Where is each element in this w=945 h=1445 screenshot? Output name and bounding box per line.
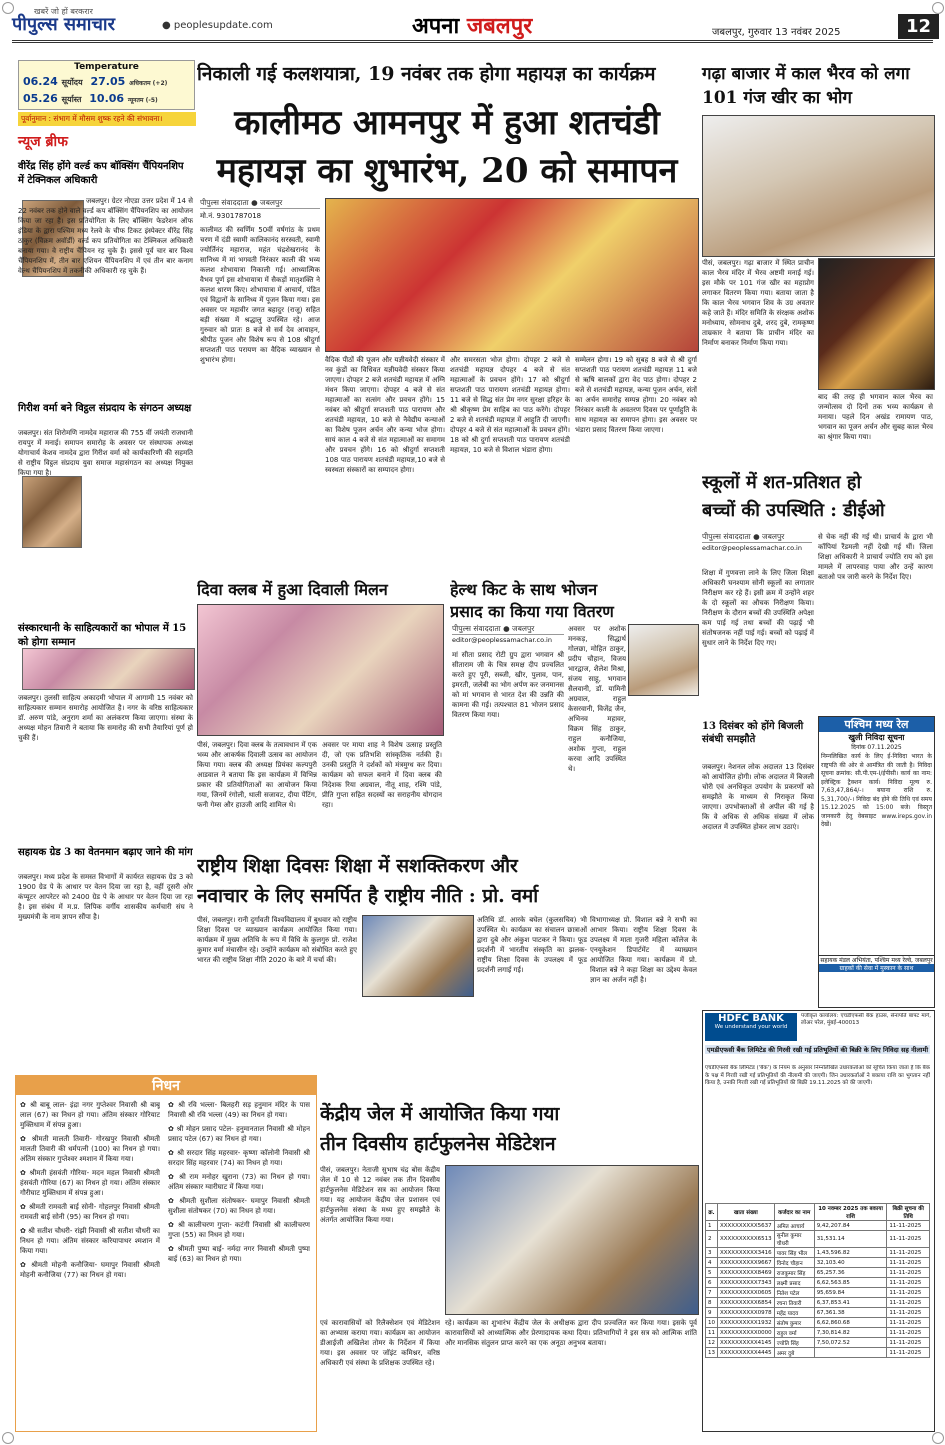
table-cell: 11-11-2025	[887, 1328, 930, 1338]
table-cell: XXXXXXXXXX5637	[718, 1221, 775, 1231]
table-header: बिक्री सूचना की तिथि	[887, 1204, 930, 1221]
registration-mark	[932, 2, 944, 14]
table-cell: 11-11-2025	[887, 1318, 930, 1328]
kaal-bhairav-headline[interactable]: गढ़ा बाजार में काल भैरव को लगा 101 गंज खीर का भोग	[702, 64, 910, 108]
obituary-item: ✿ श्री सरदार सिंह महरवार- कृष्णा कॉलोनी निवासी श्री सरदार सिंह महरवार (74) का निधन हो गया।	[168, 1149, 310, 1167]
hdfc-auction-notice	[702, 1010, 935, 1432]
table-cell: 7	[706, 1288, 718, 1298]
table-cell: 9,42,207.84	[814, 1221, 887, 1231]
obituary-item: ✿ श्री सतीश चौधरी- रांझी निवासी श्री सतीश चौधरी का निधन हो गया। अंतिम संस्कार करियापाथर श्मशान में किया गया।	[20, 1227, 160, 1255]
table-cell: रचना तिवारी	[774, 1298, 814, 1308]
dateline: जबलपुर, गुरुवार 13 नवंबर 2025	[712, 27, 841, 38]
schools-body: शिक्षा में गुणवत्ता लाने के लिए जिला शिक्षा अधिकारी घनश्याम सोनी स्कूलों का लगातार निरीक्षण कर रहे हैं। इसी क्रम में उन्होंने शहर के दो स्कूलों का औचक निरीक्षण किया। निरीक्षण के दौरान बच्चों की उपस्थिति अपेक्षा कम पाई गई तथा बच्चों की पढ़ाई भी संतोषजनक नहीं पाई गई। बच्चों को पढ़ाई में सुधार लाने के निर्देश दिए गए।	[702, 569, 814, 647]
table-cell: विनोद चौहान	[774, 1258, 814, 1268]
railway-notice-body: निम्नलिखित कार्य के लिए ई-निविदा भारत के राष्ट्रपति की ओर से आमंत्रित की जाती है। निविदा सूचना क्रमांक: सी.पी.एम-I/ईपीसी। कार्य का नाम: इलेक्ट्रिक ट्रैक्शन कार्य। निविदा मूल्य रु. 7,63,47,864/-। बयाना राशि रु. 5,31,700/-। निविदा बंद होने की तिथि एवं समय 15.12.2025 को 15:00 बजे। विस्तृत जानकारी हेतु वेबसाइट www.ireps.gov.in देखें।	[821, 753, 932, 828]
lead-photo-kalash-yatra	[325, 198, 699, 352]
health-photo	[628, 624, 699, 696]
masthead	[12, 7, 933, 43]
section-title-b: जबलपुर	[466, 14, 533, 39]
table-cell: 10	[706, 1318, 718, 1328]
hdfc-logo	[705, 1013, 797, 1041]
table-cell: XXXXXXXXXX8469	[718, 1268, 775, 1278]
railway-footer: सहायक मंडल अभियंता, पश्चिम मध्य रेल्वे, जबलपुर	[820, 957, 933, 964]
table-cell: अमर दुबे	[774, 1348, 814, 1358]
table-cell: XXXXXXXXXX3416	[718, 1248, 775, 1258]
table-cell: XXXXXXXXXX0000	[718, 1328, 775, 1338]
table-cell: 9	[706, 1308, 718, 1318]
table-cell: 3	[706, 1248, 718, 1258]
table-cell	[814, 1348, 887, 1358]
table-cell: 2	[706, 1231, 718, 1248]
table-cell: 6,62,860.68	[814, 1318, 887, 1328]
kaal-bhairav-photo-crowd	[702, 115, 935, 257]
table-cell: 11-11-2025	[887, 1231, 930, 1248]
obituary-item: ✿ श्रीमती पुष्पा बाई- नर्मदा नगर निवासी श्रीमती पुष्पा बाई (63) का निधन हो गया।	[168, 1245, 310, 1263]
table-cell: नितेश पटेल	[774, 1288, 814, 1298]
table-row	[706, 1231, 930, 1248]
table-cell: महेंद्र यादव	[774, 1308, 814, 1318]
hdfc-address: पंजीकृत कार्यालय: एचडीएफसी बैंक हाउस, सेनापति बापट मार्ग, लोअर परेल, मुंबई-400013	[801, 1013, 931, 1026]
lead-column-2: वैदिक पीठों की पूजन और यज्ञीयवेदी संस्कार में नव कुंडों का विधिवत यज्ञीयवेदी संस्कार किया जाएगा। दोपहर 2 बजे शतचंडी महायज्ञ में अग्नि मंथन किया जाएगा। दोपहर 4 बजे से संत महात्माओं का सत्संग और प्रवचन होंगे। 15 नवंबर को श्रीदुर्गा सप्तशती पाठ पारायण और शतचंडी महायज्ञ, 10 बजे से नैवेद्यीय कन्याओं का विशेष पूजन अर्चन और कन्या भोज होगा। सायं काल 4 बजे से संत महात्माओं का समागम और प्रवचन होंगे। 16 को श्रीदुर्गा सप्तशती 108 पाठ पारायण शतचंडी महायज्ञ,10 बजे से स्वस्थता संस्कारों का सम्पादन होगा।	[325, 356, 445, 474]
hdfc-notice-title: एमडीएफसी बैंक लिमिटेड की गिरवी रखी गई प्रतिभूतियों की बिक्री के लिए निविदा सह नीलामी	[706, 1046, 929, 1054]
table-cell: राजकुमार सिंह	[774, 1268, 814, 1278]
shiksha-body-3: विभागाध्यक्ष प्रो. विशाल बन्ने ने सभी का आभार किया। राष्ट्रीय शिक्षा दिवस के उपलक्ष्य में माता गुजरी महिला कॉलेज के एनयूकेशन डिपार्टमेंट में व्याख्यान आयोजित किया गया। कार्यक्रम में प्रो. विशाल बन्ने ने कहा शिक्षा का उद्देश्य केवल ज्ञान का अर्जन नहीं है।	[590, 916, 697, 984]
jail-headline-2[interactable]: तीन दिवसीय हार्टफुलनेस मेडिटेशन	[320, 1133, 556, 1155]
sunrise-label: सूर्योदय	[61, 78, 83, 87]
table-cell: 6,62,563.85	[814, 1278, 887, 1288]
section-title-a: अपना	[412, 14, 460, 39]
table-cell: 12	[706, 1338, 718, 1348]
shiksha-body-2: अतिथि डॉ. आरके बघेल (कुलसचिव) भी उपस्थित थे। कार्यक्रम का संचालन छात्राओं द्वारा दुबे और अंकुश पाटकर ने किया। फूड प्रदर्शनी में भारतीय संस्कृति का झलक- राष्ट्रीय शिक्षा दिवस के उपलक्ष्य में फूड प्रदर्शनी लगाई गई।	[477, 916, 587, 974]
obituary-header: निधन	[16, 1076, 316, 1095]
railway-notice-date: दिनांक 07.11.2025	[851, 744, 902, 751]
table-cell: 11-11-2025	[887, 1268, 930, 1278]
section-title	[412, 10, 532, 40]
jail-photo	[445, 1165, 699, 1315]
max-temp-tag: अधिकतम (+2)	[129, 80, 168, 87]
lead-kicker[interactable]: निकाली गई कलशयात्रा, 19 नवंबर तक होगा महायज्ञ का कार्यक्रम	[197, 63, 656, 85]
table-cell: 11	[706, 1328, 718, 1338]
table-row	[706, 1298, 930, 1308]
logo[interactable]	[12, 7, 115, 36]
table-row	[706, 1308, 930, 1318]
shiksha-headline-2[interactable]: नवाचार के लिए समर्पित है राष्ट्रीय नीति : प्रो. वर्मा	[197, 885, 539, 907]
table-row	[706, 1328, 930, 1338]
schools-headline-1[interactable]: स्कूलों में शत-प्रतिशत हो	[702, 472, 862, 493]
schools-headline-2[interactable]: बच्चों की उपस्थिति : डीईओ	[702, 500, 885, 521]
railway-notice	[818, 716, 935, 1008]
table-cell: XXXXXXXXXX1932	[718, 1318, 775, 1328]
health-body: मां सीता प्रसाद रोटी ग्रुप द्वारा भगवान श्री सीताराम जी के चित्र समक्ष दीप प्रज्वलित करते हुए पूरी, सब्जी, खीर, पुलाव, पान, इमरती, जलेबी का भोग अर्पण कर जनमानस को मां भगवान से भारत देश की उन्नति की कामना की गई। तत्पश्चात 81 भोजन प्रसाद वितरण किया गया।	[452, 651, 564, 719]
table-header: 10 नवम्बर 2025 तक बकाया राशि	[814, 1204, 887, 1221]
table-cell: 11-11-2025	[887, 1221, 930, 1231]
table-row	[706, 1318, 930, 1328]
table-cell: XXXXXXXXXX0605	[718, 1288, 775, 1298]
brief-body: जबलपुर। ग्रेटर नोएडा उत्तर प्रदेश में 14 से 22 नवंबर तक होने वाले वर्ल्ड कप बॉक्सिंग चैंपियनशिप का आयोजन किया जा रहा है। इस प्रतियोगिता के लिए बॉक्सिंग फेडरेशन ऑफ इंडिया के द्वारा पश्चिम मध्य रेलवे के चीफ टिकट इंस्पेक्टर वीरेंद्र सिंह ठाकुर (विक्रम अवॉर्डी) वर्ल्ड कप प्रतियोगिता का टेक्निकल अधिकारी बनाया गया। वे राष्ट्रीय चैंपियन रह चुके हैं। इससे पूर्व चार बार विश्व चैंपियनशिप में, तीन बार एशियन चैंपियनशिप में एवं तीन बार कनाग वेल्थ चैंपियनशिप में तकनीकी अधिकारी रह चुके हैं।	[18, 197, 193, 275]
kaal-bhairav-body: पीसं, जबलपुर। गढ़ा बाजार में स्थित प्राचीन काल भैरव मंदिर में भैरव अष्टमी मनाई गई। इस मौके पर 101 गंज खीर का महाप्रोग लगाकर वितरण किया गया। बताया जाता है कि काल भैरव भगवान शिव के उग्र अवतार कहे जाते हैं। मंदिर समिति के संरक्षक अशोक मनोध्याय, सोमनाथ दुबे, शरद दुबे, रामकृष्ण ताम्रकार ने बताया कि प्राचीन मंदिर का निर्माण बनाकर निर्माण किया गया।	[702, 259, 814, 347]
shiksha-photo	[362, 915, 474, 997]
table-cell: अमित आचार्य	[774, 1221, 814, 1231]
hdfc-notice-body: एचडीएफसी बैंक लिमिटेड ('बैंक') के नियम के अनुसार निम्नलिखित उधारकर्ताओं को सूचित किया जाता है कि बैंक के पक्ष में गिरवी रखी गई प्रतिभूतियों की नीलामी की जाएगी। जिन उधारकर्ताओं ने बकाया राशि का भुगतान नहीं किया है, उनकी गिरवी रखी गई प्रतिभूतियों की बिक्री 19.11.2025 को की जाएगी।	[705, 1065, 930, 1086]
lead-column-1: कालीमठ की स्वर्णिम 50वीं वर्षगांठ के प्रथम चरण में दंडी स्वामी कालिकानंद सरस्वती, स्वामी ज्योर्तिनंद महाराज, महंत चंद्रशेखरानंद के सानिध्य में मां भगवती निरंकार काली की भव्य कलश शोभायात्रा निकाली गई। आध्यात्मिक वैभव पूर्ण इस शोभायात्रा में सैकड़ों मातृशक्ति ने कलश धारण किए। शोभायात्रा में आचार्य, पंडित एवं विद्वानों के सानिध्य में पूजन किया गया। इस अवसर पर महावीर जगत बहादुर (राजू) सहित बड़ी संख्या में श्रद्धालु उपस्थित रहे। आज गुरुवार को प्रातः 8 बजे से सर्व देव आवाहन, श्रीपीठ पूजन और विशेष रूप से 108 श्रीदुर्गा सप्तशती पाठ परायण का वैदिक व्याख्यान से शुभारंभ होगा।	[200, 226, 320, 364]
obituary-item: ✿ श्रीमती हंसवंती गौरिया- मदन महल निवासी श्रीमती हंसवंती गौरिया (67) का निधन हो गया। अंतिम संस्कार गौरीघाट मुक्तिधाम में संपन्न हुआ।	[20, 1169, 160, 1197]
brief-headline[interactable]: गिरीश वर्मा बने विट्ठल संप्रदाय के संगठन अध्यक्ष	[18, 403, 192, 414]
jail-body-2: एवं कारावासियों को रिलैक्सेशन एवं मेडिटेशन का अभ्यास कराया गया। कार्यक्रम का आयोजन डीआईजी अखिलेश तोमर के निर्देशन में किया गया। इस अवसर पर जॉइंट कमिश्नर, वरिष्ठ अधिकारी एवं संस्था के प्रशिक्षक उपस्थित रहे।	[320, 1319, 440, 1367]
sunrise-time: 06.24	[23, 75, 58, 88]
lead-byline: पीपुल्स संवाददाता ● जबलपुर	[200, 198, 320, 209]
temperature-title: Temperature	[74, 62, 139, 72]
brief-body: जबलपुर। संत शिरोमणि नामदेव महाराज की 755 वीं जयंती राजधानी रायपुर में मनाई। समापन समारोह के अवसर पर संस्थापक अध्यक्ष योगाचार्य केशव नामदेव द्वारा गिरीश वर्मा को कार्यकारिणी की सहमति से राष्ट्रीय विट्ठल संप्रदाय युवा समाज महासंगठन का अध्यक्ष नियुक्त किया गया है।	[18, 429, 193, 477]
obituary-item: ✿ श्रीमती सुशीला संतोषकर- घमापुर निवासी श्रीमती सुशीला संतोषकर (70) का निधन हो गया।	[168, 1197, 310, 1215]
table-cell: XXXXXXXXXX6513	[718, 1231, 775, 1248]
site-url-text: peoplesupdate.com	[173, 20, 273, 31]
table-cell: 32,103.40	[814, 1258, 887, 1268]
schools-body-2: से चेक नहीं की गई थी। प्राचार्य के द्वारा भी कॉपियां रैंडमली नहीं देखी गई थीं। जिला शिक्षा अधिकारी ने प्राचार्य ज्योति राय को इस मामले में लापरवाह पाया और उन्हें कारण बताओ पत्र जारी करने के निर्देश दिए।	[818, 533, 933, 581]
table-header: कर्जदार का नाम	[774, 1204, 814, 1221]
logo-text: पीपुल्स समाचार	[12, 14, 115, 35]
registration-mark	[2, 1432, 14, 1444]
hdfc-brand: HDFC BANK	[718, 1013, 784, 1024]
sunset-time: 05.26	[23, 92, 58, 105]
kaal-bhairav-body-2: बाद की तरह ही भगवान काल भैरव का जन्मोत्सव दो दिनों तक भव्य कार्यक्रम से मनाया। पहले दिन अखंड रामायण पाठ, भगवान का पूजन अर्चन और सुबह काल भैरव का श्रृंगार किया गया।	[818, 393, 933, 441]
diwali-photo-group	[197, 604, 444, 736]
obituary-item: ✿ श्री रवि भल्ला- बिलहरी सड़ हनुमान मंदिर के पास निवासी श्री रवि भल्ला (49) का निधन हो गया।	[168, 1101, 310, 1119]
jail-headline-1[interactable]: केंद्रीय जेल में आयोजित किया गया	[320, 1103, 560, 1125]
schools-email[interactable]: editor@peoplessamachar.co.in	[702, 544, 802, 552]
lead-headline-2[interactable]: महायज्ञ का शुभारंभ, 20 को समापन	[216, 151, 678, 191]
table-cell: 11-11-2025	[887, 1298, 930, 1308]
lok-adalat-body: जबलपुर। नेशनल लोक अदालत 13 दिसंबर को आयोजित होगी। लोक अदालत में बिजली चोरी एवं अनधिकृत उपयोग के प्रकरणों को समझौते के माध्यम से निराकृत किया जाएगा। उपभोक्ताओं से अपील की गई है कि वे अधिक से अधिक संख्या में लोक अदालत में उपस्थित होकर लाभ उठाएं।	[702, 763, 814, 831]
table-cell: 65,257.36	[814, 1268, 887, 1278]
table-row	[706, 1221, 930, 1231]
table-cell: पावर सिंह भील	[774, 1248, 814, 1258]
shiksha-headline-1[interactable]: राष्ट्रीय शिक्षा दिवसः शिक्षा में सशक्तिकरण और	[197, 855, 518, 877]
obituary-item: ✿ श्रीमती रामवती बाई सोनी- गोहलपुर निवासी श्रीमती रामवती बाई सोनी (95) का निधन हो गया।	[20, 1203, 160, 1221]
diwali-body-2: अवसर पर माया शाह ने विशेष उत्साह प्रस्तुति दी, जो एक प्रतिभशि सांस्कृतिक नर्तकी हैं। उनकी प्रस्तुति ने दर्शकों को मंत्रमुग्ध कर दिया। कार्यक्रम को सफल बनाने में दिवा क्लब की निदेशक रिया अग्रवाल, नीतू शाह, रश्मि पांडे, प्रीति गुप्ता सहित सदस्यों का सराहनीय योगदान रहा।	[322, 741, 442, 809]
jail-body-3: रहे। कार्यक्रम का शुभारंभ केंद्रीय जेल के अधीक्षक द्वारा दीप प्रज्वलित कर किया गया। इसके पूर्व कारावासियों को आध्यात्मिक और प्रेरणादायक कथा दिया। प्रतिभागियों ने इस सत्र को आत्मिक शांति और मानसिक संतुलन प्राप्त करने का एक अनूठा अनुभव बताया।	[445, 1319, 697, 1347]
obituary-item: ✿ श्री राम मनोहर खुराना (73) का निधन हो गया। अंतिम संस्कार ग्वारीघाट में किया गया।	[168, 1173, 310, 1191]
health-email[interactable]: editor@peoplessamachar.co.in	[452, 636, 552, 644]
min-temp: 10.06	[89, 92, 125, 105]
hdfc-table	[705, 1203, 930, 1358]
schools-byline: पीपुल्स संवाददाता ● जबलपुर	[702, 532, 812, 543]
table-row	[706, 1348, 930, 1358]
table-cell: 7,50,072.52	[814, 1338, 887, 1348]
railway-header: पश्चिम मध्य रेल	[819, 717, 934, 732]
min-temp-tag: न्यूनतम (-5)	[127, 97, 158, 104]
table-cell: 11-11-2025	[887, 1338, 930, 1348]
table-cell: 11-11-2025	[887, 1308, 930, 1318]
obituary-box	[15, 1075, 317, 1432]
obituary-item: ✿ श्री बाबू लाल- इंद्रा नगर गुप्तेश्वर निवासी श्री बाबू लाल (67) का निधन हो गया। अंतिम संस्कार गोरियाट मुक्तिधाम में संपन्न हुआ।	[20, 1101, 160, 1129]
table-cell: 11-11-2025	[887, 1248, 930, 1258]
sunrise-row	[23, 75, 167, 88]
temperature-box	[18, 60, 195, 110]
lead-headline-1[interactable]: कालीमठ आमनपुर में हुआ शतचंडी	[234, 103, 660, 143]
jail-body: पीसं, जबलपुर। नेताजी सुभाष चंद्र बोस केंद्रीय जेल में 10 से 12 नवंबर तक तीन दिवसीय हार्टफुलनेस मेडिटेशन सत्र का आयोजन किया गया। यह आयोजन केंद्रीय जेल प्रशासन एवं हार्टफुलनेस संस्था के मध्य हुए समझौते के अंतर्गत आयोजित किया गया।	[320, 1166, 440, 1224]
table-cell: ज्योति सिंह	[774, 1338, 814, 1348]
table-header: क्र.	[706, 1204, 718, 1221]
news-brief-label: न्यूज ब्रीफ	[18, 134, 68, 150]
site-url[interactable]: ● peoplesupdate.com	[162, 20, 273, 31]
table-cell: 11-11-2025	[887, 1288, 930, 1298]
table-cell: 67,361.38	[814, 1308, 887, 1318]
brief-body: जबलपुर। तुलसी साहित्य अकादमी भोपाल में आगामी 15 नवंबर को साहित्यकार सम्मान समारोह आयोजित है। नगर के वरिष्ठ साहित्यकार डॉ. अरुण पांडे, अनुराग शर्मा का अलंकरण किया जाएगा। संस्था के अध्यक्ष मोहन तिवारी ने बताया कि समारोह की सभी तैयारियां पूर्ण हो चुकी हैं।	[18, 694, 193, 742]
health-byline: पीपुल्स संवाददाता ● जबलपुर	[452, 624, 564, 635]
table-cell: राहुल वर्मा	[774, 1328, 814, 1338]
table-row	[706, 1288, 930, 1298]
diwali-headline[interactable]: दिवा क्लब में हुआ दिवाली मिलन	[197, 580, 388, 599]
obituary-item: ✿ श्रीमती मोहनी कनौजिया- घमापुर निवासी श्रीमती मोहनी कनौजिया (77) का निधन हो गया।	[20, 1261, 160, 1279]
obituary-item: ✿ श्रीमती मालती तिवारी- गोरखपुर निवासी श्रीमती मालती तिवारी की धर्मपत्नी (100) का निधन हो गया। अंतिम संस्कार गुप्तेश्वर श्मशान में किया गया।	[20, 1135, 160, 1163]
table-cell: लक्ष्मी प्रसाद	[774, 1278, 814, 1288]
obituary-item: ✿ श्री कालीचरण गुप्ता- कटंगी निवासी श्री कालीचरण गुप्ता (55) का निधन हो गया।	[168, 1221, 310, 1239]
table-row	[706, 1338, 930, 1348]
shiksha-body: पीसं, जबलपुर। रानी दुर्गावती विश्वविद्यालय में बुधवार को राष्ट्रीय शिक्षा दिवस पर व्याख्यान कार्यक्रम आयोजित किया गया। कार्यक्रम में मुख्य अतिथि के रूप में विधि के कुलगुरु प्रो. राजेश कुमार वर्मा मंचासीन रहे। उन्होंने कार्यक्रम को संबोधित करते हुए भारत की राष्ट्रीय शिक्षा नीति 2020 के बारे में चर्चा की।	[197, 916, 357, 964]
logo-tagline: खबरें जो हों बरकरार	[34, 7, 93, 16]
table-row	[706, 1258, 930, 1268]
table-cell: 4	[706, 1258, 718, 1268]
sunset-label: सूर्यास्त	[61, 95, 82, 104]
table-cell: 7,30,814.82	[814, 1328, 887, 1338]
diwali-body: पीसं, जबलपुर। दिवा क्लब के तत्वावधान में एक भव्य और आकर्षक दिवाली उत्सव का आयोजन किया गया। क्लब की अध्यक्ष प्रियंका कल्पपुरी आडवाल ने बताया कि इस कार्यक्रम में विभिन्न प्रकार की प्रतियोगिताओं का आयोजन किया गया, जिनमें रंगोली, थाली सजावट, दीया पेंटिंग, फनी गेम्स और हाउजी आदि शामिल थे।	[197, 741, 317, 809]
table-cell: XXXXXXXXXX6854	[718, 1298, 775, 1308]
brief-headline[interactable]: सहायक ग्रेड 3 का वेतनमान बढ़ाए जाने की मांग	[18, 847, 193, 858]
max-temp: 27.05	[90, 75, 126, 88]
table-row	[706, 1278, 930, 1288]
table-cell: 6	[706, 1278, 718, 1288]
table-cell: 1	[706, 1221, 718, 1231]
table-cell: 8	[706, 1298, 718, 1308]
lok-adalat-headline[interactable]: 13 दिसंबर को होंगे बिजली संबंधी समझौते	[702, 721, 804, 745]
health-body-2: अवसर पर अशोक मनकड़, सिद्धार्थ गोलछा, मोहित ठाकुर, प्रदीप चौहान, विजय भारद्वाज, शैलेश मिश्रा, संजय साहू, भगवान सैलवानी, डॉ. यामिनी अग्रवाल, राहुल केसरवानी, विजेंद्र जैन, अभिनव महावर, विक्रम सिंह ठाकुर, राहुल कनौजिया, अशोक गुप्ता, राहुल करवा आदि उपस्थित थे।	[568, 625, 626, 773]
table-cell: 11-11-2025	[887, 1258, 930, 1268]
table-cell: 11-11-2025	[887, 1278, 930, 1288]
table-row	[706, 1268, 930, 1278]
kaal-bhairav-photo-idol	[818, 258, 935, 390]
brief-body: जबलपुर। मध्य प्रदेश के समस्त विभागों में कार्यरत सहायक ग्रेड 3 को 1900 ग्रेड पे के आधार पर वेतन दिया जा रहा है, वहीं दूसरी ओर कंप्यूटर आपरेटर को 2400 ग्रेड पे के आधार पर वेतन दिया जा रहा है। इस संबंध में म.प्र. लिपिक वर्गीय शासकीय कर्मचारी संघ ने मुख्यमंत्री के नाम ज्ञापन सौंपा है।	[18, 873, 193, 921]
health-headline-1[interactable]: हेल्थ किट के साथ भोजन	[450, 580, 598, 599]
table-cell: 11-11-2025	[887, 1348, 930, 1358]
page-number: 12	[898, 14, 939, 39]
registration-mark	[932, 1432, 944, 1444]
table-cell: 1,43,596.82	[814, 1248, 887, 1258]
health-headline-2[interactable]: प्रसाद का किया गया वितरण	[450, 602, 614, 621]
table-cell: संतोष कुमार	[774, 1318, 814, 1328]
table-row	[706, 1248, 930, 1258]
table-cell: XXXXXXXXXX4145	[718, 1338, 775, 1348]
sunset-row	[23, 92, 158, 105]
table-cell: XXXXXXXXXX0978	[718, 1308, 775, 1318]
brief-headline[interactable]: संस्कारधानी के साहित्यकारों का भोपाल में 15 को होगा सम्मान	[18, 623, 187, 648]
table-cell: 31,531.14	[814, 1231, 887, 1248]
table-cell: 6,37,853.41	[814, 1298, 887, 1308]
obituary-item: ✿ श्री मोहन प्रसाद पटेल- हनुमानताल निवासी श्री मोहन प्रसाद पटेल (67) का निधन हो गया।	[168, 1125, 310, 1143]
table-cell: 13	[706, 1348, 718, 1358]
brief-photo-sahityakar	[22, 648, 195, 690]
railway-tagline: ग्राहकों की सेवा में मुस्कान के साथ	[819, 964, 934, 972]
table-cell: सुनील कुमार चौधरी	[774, 1231, 814, 1248]
table-cell: XXXXXXXXXX7343	[718, 1278, 775, 1288]
brief-headline[interactable]: वीरेंद्र सिंह होंगे वर्ल्ड कप बॉक्सिंग चैंपियनशिप में टेक्निकल अधिकारी	[18, 161, 184, 186]
hdfc-tagline: We understand your world	[714, 1024, 788, 1030]
lead-column-3: और समरसता भोज होगा। दोपहर 2 बजे से शतचंडी महायज्ञ दोपहर 4 बजे से संत महात्माओं के प्रवचन होंगे। 17 को श्रीदुर्गा सप्तशती पाठ पारायण शतचंडी महायज्ञ होगा। 11 बजे से सिद्ध संत प्रेम नगर सुरक्षा हरिहर के श्री श्रीकृष्ण प्रेम साहिब का पाठ करेंगे। दोपहर 2 बजे से शतचंडी महायज्ञ में आहुति दी जाएगी। दोपहर 4 बजे से संत महात्माओं के प्रवचन होंगे। 18 को श्री दुर्गा सप्तशती पाठ पारायण शतचंडी महायज्ञ, 10 बजे से विशाल भंडारा होगा।	[450, 356, 570, 454]
lead-column-4: सम्मेलन होगा। 19 को सुबह 8 बजे से श्री दुर्गा सप्तशती पाठ परायण शतचंडी महायज्ञ 11 बजे से ऋषि बालकों द्वारा वेद पाठ होगा। दोपहर 2 बजे से शतचंडी महायज्ञ, कन्या पूजन अर्चन, संतों का अर्चन समारोह सम्पन्न होगा। 20 नवंबर को निरंकार काली के अवतरण दिवस पर पूर्णाहुति के साथ महायज्ञ का समापन होगा। इस अवसर पर भंडारा प्रसाद वितरण किया जाएगा।	[575, 356, 697, 434]
weather-forecast: पूर्वानुमान : संभाग में मौसम शुष्क रहने की संभावना।	[18, 112, 196, 126]
railway-notice-title: खुली निविदा सूचना	[848, 733, 905, 742]
table-header: खाता संख्या	[718, 1204, 775, 1221]
lead-mobile: मो.नं. 9301787018	[200, 212, 262, 220]
table-cell: XXXXXXXXXX4445	[718, 1348, 775, 1358]
table-cell: 5	[706, 1268, 718, 1278]
table-cell: XXXXXXXXXX9667	[718, 1258, 775, 1268]
table-cell: 95,659.84	[814, 1288, 887, 1298]
